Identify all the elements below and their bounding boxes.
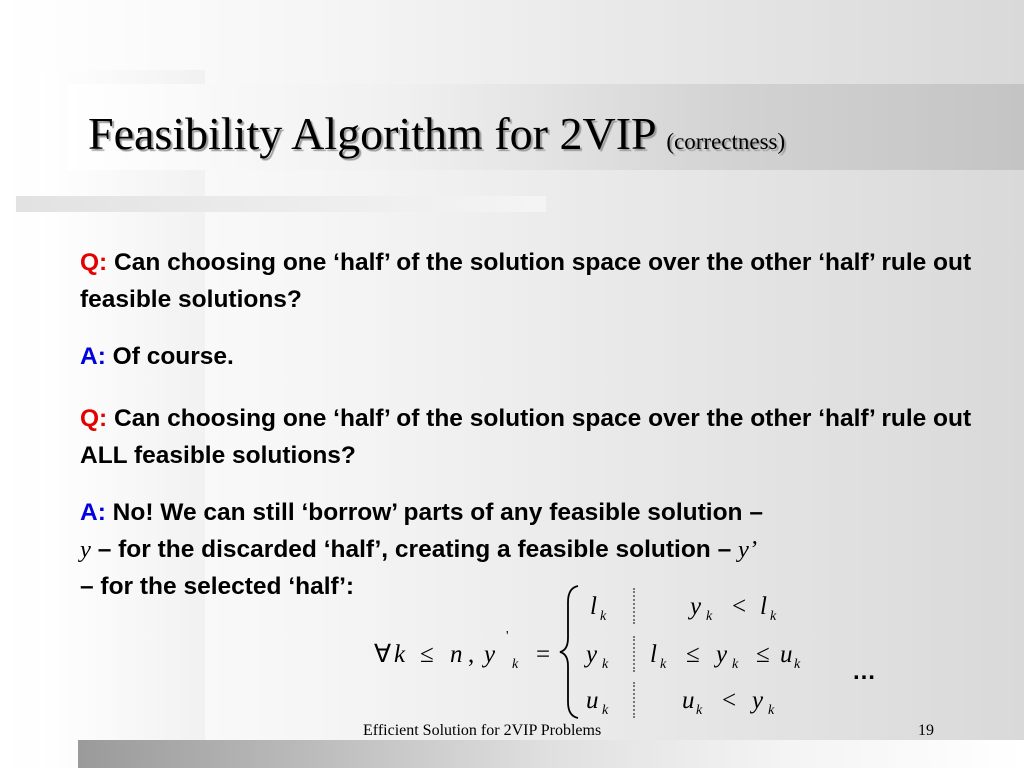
slide-title xyxy=(88,106,785,170)
question-text: Can choosing one ‘half’ of the solution space over the other ‘half’ rule out ALL feasible solutions? xyxy=(80,405,972,469)
leq-symbol: ≤ xyxy=(420,641,434,668)
row2-value-sub-k: k xyxy=(602,657,609,672)
row1-lt-symbol: < xyxy=(732,593,747,620)
row1-value-sub-k: k xyxy=(600,609,607,624)
row3-cond-sub-k: k xyxy=(696,703,703,718)
row2-cond-l: l xyxy=(650,641,657,668)
row1-cond-sub-k2: k xyxy=(770,609,777,624)
slide-title-main: Feasibility Algorithm for 2VIP xyxy=(88,108,655,159)
row2-cond-y: y xyxy=(716,641,728,668)
subscript-k: k xyxy=(512,657,519,672)
formula-var-n: n xyxy=(450,641,463,668)
answer-text: Of course. xyxy=(112,343,234,370)
piecewise-formula xyxy=(360,584,820,724)
forall-symbol: ∀ xyxy=(374,641,392,668)
decorative-footer-bar xyxy=(78,740,1024,768)
answer-tag: A: xyxy=(80,499,106,526)
row3-value-u: u xyxy=(586,687,599,714)
row3-cond-sub-k2: k xyxy=(768,703,775,718)
row2-cond-sub-k2: k xyxy=(732,657,739,672)
dotted-separator xyxy=(633,682,635,718)
formula-var-y: y xyxy=(484,641,496,668)
answer-1 xyxy=(80,338,980,375)
prime-symbol: ' xyxy=(506,629,509,644)
row1-cond-l: l xyxy=(760,593,767,620)
row2-value-y: y xyxy=(586,641,598,668)
equals-symbol: = xyxy=(536,641,551,668)
row3-cond-y: y xyxy=(752,687,764,714)
ellipsis: … xyxy=(852,658,876,685)
answer-text-part1: No! We can still ‘borrow’ parts of any feasible solution – xyxy=(112,499,763,526)
row2-cond-sub-k: k xyxy=(660,657,667,672)
decorative-divider-bar xyxy=(16,196,546,212)
dotted-separator xyxy=(633,588,635,624)
answer-tag: A: xyxy=(80,343,106,370)
question-2 xyxy=(80,400,980,474)
dotted-separator xyxy=(633,636,635,672)
row2-leq-symbol: ≤ xyxy=(686,641,700,668)
var-y: y xyxy=(80,536,91,563)
row2-cond-sub-k3: k xyxy=(794,657,801,672)
row3-cond-u: u xyxy=(682,687,695,714)
question-tag: Q: xyxy=(80,249,108,276)
row1-cond-y: y xyxy=(690,593,702,620)
answer-text-part2: – for the discarded ‘half’, creating a feasible solution – xyxy=(97,536,732,563)
row3-value-sub-k: k xyxy=(602,703,609,718)
slide-title-subtitle: (correctness) xyxy=(666,129,786,154)
row3-lt-symbol: < xyxy=(722,687,737,714)
question-1 xyxy=(80,244,980,318)
row1-value-l: l xyxy=(590,593,597,620)
answer-text-part3: – for the selected ‘half’: xyxy=(80,573,355,600)
comma-symbol: , xyxy=(468,641,475,668)
row2-leq-symbol-2: ≤ xyxy=(756,641,770,668)
var-y-prime: y’ xyxy=(738,536,758,563)
left-brace-icon xyxy=(558,584,582,720)
question-text: Can choosing one ‘half’ of the solution space over the other ‘half’ rule out feasible solutions? xyxy=(80,249,972,313)
row2-cond-u: u xyxy=(780,641,793,668)
row1-cond-sub-k: k xyxy=(706,609,713,624)
footer-text: Efficient Solution for 2VIP Problems xyxy=(363,722,602,739)
page-number: 19 xyxy=(918,722,934,739)
formula-var-k: k xyxy=(394,641,406,668)
question-tag: Q: xyxy=(80,405,108,432)
